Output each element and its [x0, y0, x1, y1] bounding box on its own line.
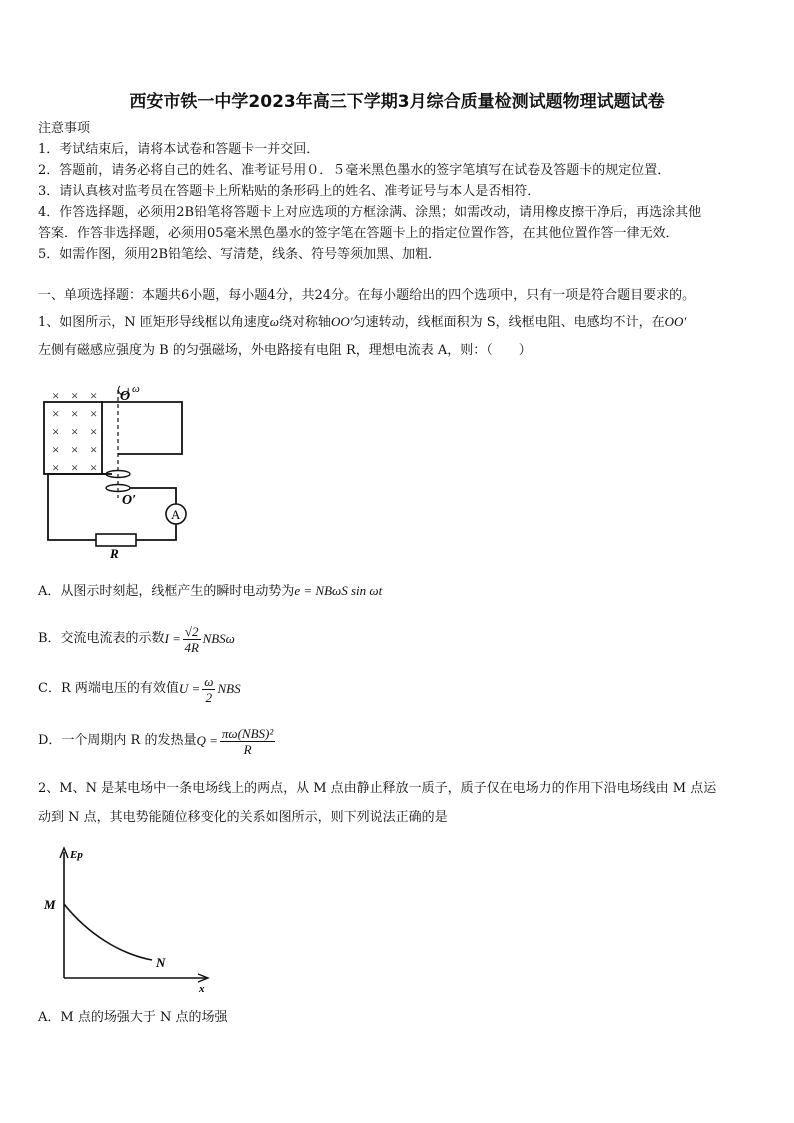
label-R: R	[110, 546, 119, 560]
field-cross: ×	[52, 424, 60, 439]
field-cross: ×	[71, 442, 79, 457]
field-cross: ×	[90, 442, 98, 457]
q2-stem-line2: 动到 N 点，其电势能随位移变化的关系如图所示，则下列说法正确的是	[38, 810, 448, 825]
coil-right-wire	[102, 402, 182, 454]
q1-option-d-lhs: Q =	[196, 733, 218, 748]
magnetic-field-crosses	[52, 388, 97, 475]
field-cross: ×	[90, 460, 98, 475]
frac-denominator: 4R	[184, 639, 199, 655]
outer-circuit-left	[48, 474, 106, 540]
notice-item-1: 1．考试结束后，请将本试卷和答题卡一并交回．	[38, 142, 320, 157]
q1-option-b-fraction	[183, 624, 201, 655]
label-Oprime: O′	[122, 493, 137, 508]
notice-item-4-cont: 答案．作答非选择题，必须用05毫米黑色墨水的签字笔在答题卡上的指定位置作答，在其他位置作答一律无效．	[38, 226, 679, 241]
q1-omega: ω	[269, 314, 279, 329]
field-cross: ×	[71, 460, 79, 475]
frac-denominator: R	[243, 741, 252, 757]
q1-option-c	[38, 671, 241, 707]
q1-option-a-text: A．从图示时刻起，线框产生的瞬时电动势为	[38, 584, 295, 599]
energy-curve	[64, 904, 152, 960]
point-N-label: N	[156, 955, 166, 970]
outer-circuit-right	[130, 488, 176, 504]
y-axis-label: Ep	[70, 849, 83, 861]
frac-denominator: 2	[205, 689, 213, 705]
outer-circuit-bottom	[136, 524, 176, 540]
q1-option-d-fraction	[220, 726, 275, 757]
q1-axis-2: OO′	[664, 314, 687, 329]
page-title: 西安市铁一中学2023年高三下学期3月综合质量检测试题物理试题试卷	[129, 92, 665, 112]
q1-option-c-lhs: U =	[178, 681, 201, 696]
q1-option-b	[38, 621, 235, 657]
q1-option-a-formula: e = NBωS sin ωt	[294, 583, 383, 598]
notice-item-2: 2．答题前，请务必将自己的姓名、准考证号用０．５毫米黑色墨水的签字笔填写在试卷及答题卡的规定位置．	[38, 163, 671, 178]
x-axis-label: x	[199, 983, 205, 992]
label-omega: ω	[132, 383, 140, 395]
q1-option-b-text: B．交流电流表的示数	[38, 631, 165, 646]
field-cross: ×	[90, 424, 98, 439]
frac-numerator: πω(NBS)²	[221, 725, 274, 741]
q1-stem-part-a: 1、如图所示，N 匝矩形导线框以角速度	[38, 315, 270, 330]
q1-axis: OO′	[330, 314, 353, 329]
q1-stem-part-c: 匀速转动，线框面积为 S，线框电阻、电感均不计，在	[352, 315, 665, 330]
notice-item-3: 3．请认真核对监考员在答题卡上所粘贴的条形码上的姓名、准考证号与本人是否相符．	[38, 184, 541, 199]
q1-stem-line1	[38, 314, 686, 331]
q1-option-d-text: D．一个周期内 R 的发热量	[38, 733, 197, 748]
q1-option-b-tail: NBSω	[202, 631, 235, 646]
field-cross: ×	[52, 388, 60, 403]
q2-stem-line1: 2、M、N 是某电场中一条电场线上的两点，从 M 点由静止释放一质子，质子仅在电场力的作用下沿电场线由 M 点运	[38, 781, 717, 796]
label-A: A	[171, 507, 181, 522]
q1-option-b-lhs: I =	[164, 631, 181, 646]
q1-option-a	[38, 583, 382, 600]
field-cross: ×	[52, 442, 60, 457]
label-O: O	[120, 389, 131, 404]
frac-numerator: ω	[204, 673, 214, 689]
notice-item-4: 4．作答选择题，必须用2B铅笔将答题卡上对应选项的方框涂满、涂黑；如需改动，请用橡皮擦干净后，再选涂其他	[38, 205, 702, 220]
q1-option-c-text: C．R 两端电压的有效值	[38, 681, 179, 696]
field-cross: ×	[52, 406, 60, 421]
field-cross: ×	[52, 460, 60, 475]
q1-circuit-figure	[36, 380, 196, 560]
section-heading: 一、单项选择题：本题共6小题，每小题4分，共24分。在每小题给出的四个选项中，只有一项是符合题目要求的。	[38, 288, 696, 303]
field-cross: ×	[71, 424, 79, 439]
q1-stem-line2: 左侧有磁感应强度为 B 的匀强磁场，外电路接有电阻 R，理想电流表 A，则：（ ）	[38, 343, 532, 358]
q2-option-a: A．M 点的场强大于 N 点的场强	[38, 1010, 228, 1025]
field-cross: ×	[71, 388, 79, 403]
notice-heading: 注意事项	[38, 121, 91, 136]
resistor-icon	[96, 534, 136, 546]
q2-energy-graph	[40, 842, 215, 992]
q1-option-d	[38, 722, 277, 760]
field-cross: ×	[90, 406, 98, 421]
notice-item-5: 5．如需作图，须用2B铅笔绘、写清楚，线条、符号等须加黑、加粗．	[38, 247, 442, 262]
q1-option-c-fraction	[202, 674, 215, 705]
point-M-label: M	[44, 897, 56, 912]
field-cross: ×	[90, 388, 98, 403]
frac-numerator: √2	[184, 623, 199, 639]
q1-stem-part-b: 绕对称轴	[278, 315, 331, 330]
field-cross: ×	[71, 406, 79, 421]
q1-option-c-tail: NBS	[217, 681, 241, 696]
